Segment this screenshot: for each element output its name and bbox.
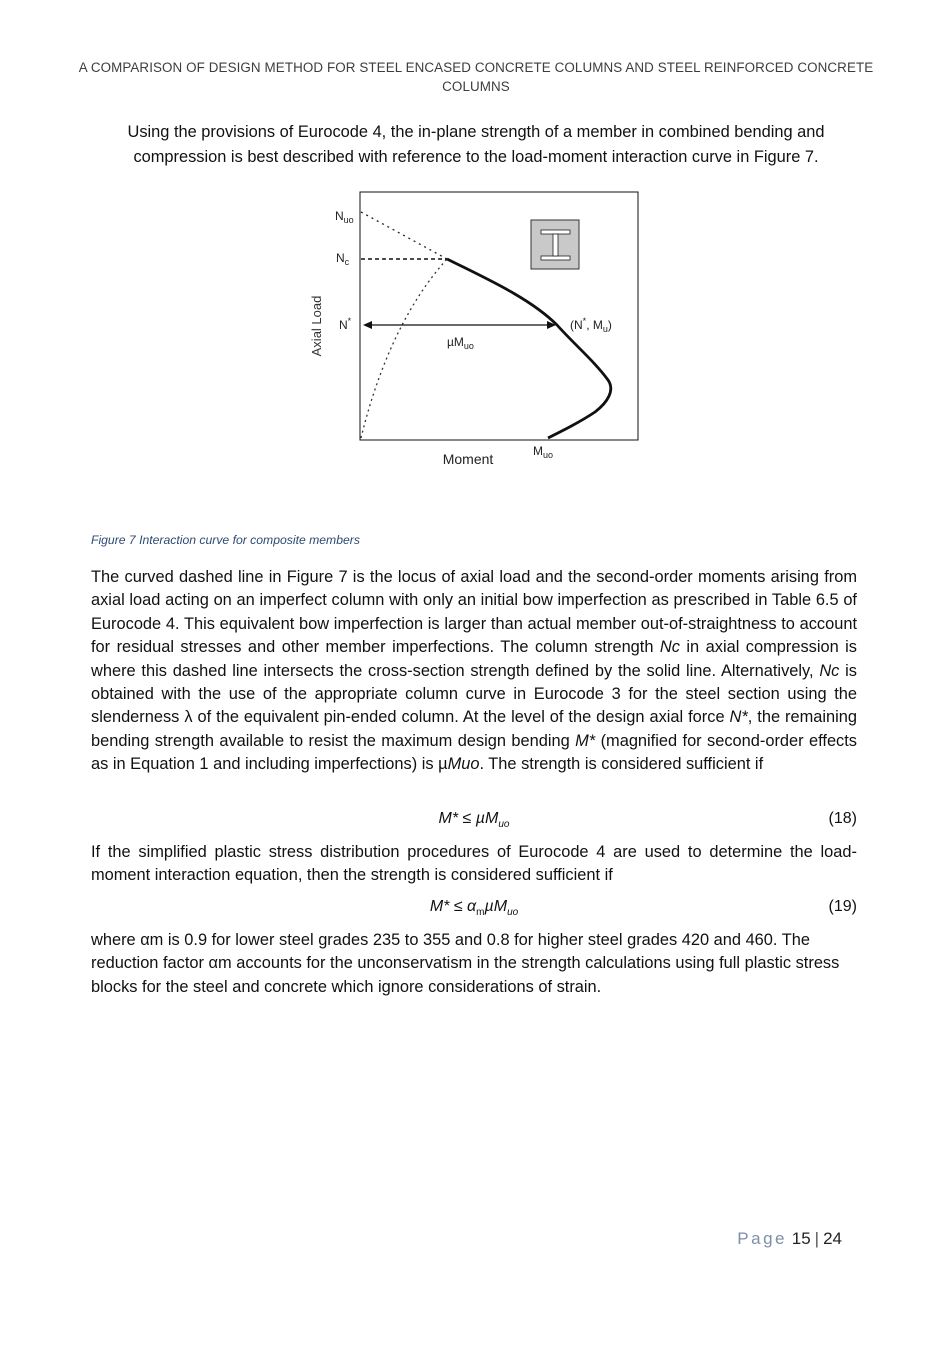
page-word: Page	[737, 1229, 787, 1248]
i-section-icon	[531, 220, 579, 269]
equation-19-expression: $M* \le \alpha_m\mu M_{uo}$	[429, 898, 519, 919]
header-line-2: COLUMNS	[442, 79, 510, 94]
nuo-dotted-line	[361, 212, 447, 259]
plot-frame	[360, 192, 638, 440]
intro-paragraph: Using the provisions of Eurocode 4, the in-plane strength of a member in combined bending and compression is best described with reference to the load-moment interaction curve in Figure 7.	[127, 123, 825, 166]
page-footer	[737, 1229, 842, 1249]
y-axis-label: Axial Load	[309, 295, 324, 357]
equation-19	[91, 898, 857, 922]
buckling-locus-dashed-curve	[361, 259, 447, 438]
figure-caption: Figure 7 Interaction curve for composite members	[91, 533, 360, 547]
page-current: 15	[791, 1229, 811, 1248]
nstar-label: N*	[339, 316, 352, 332]
body-paragraph-1: The curved dashed line in Figure 7 is the locus of axial load and the second-order moments arising from axial load acting on an imperfect column with only an initial bow imperfection as prescribed in Table 6.5 of Eurocode 4. This equivalent bow imperfection is larger than actual member out-of-straightness to account for residual stresses and other member imperfections. The column strength Nc in axial compression is where this dashed line intersects the cross-section strength defined by the solid line. Alternatively, Nc is obtained with the use of the appropriate column curve in Eurocode 3 for the steel section using the slenderness λ of the equivalent pin-ended column. At the level of the design axial force N*, the remaining bending strength available to resist the maximum design bending M* (magnified for second-order effects as in Equation 1 and including imperfections) is µMuo. The strength is considered sufficient if	[91, 568, 858, 774]
muo-label: $M_{uo}$	[533, 444, 554, 460]
equation-18-expression: M* ≤ µM$_{uo}$	[438, 810, 510, 831]
x-axis-label: Moment	[442, 451, 494, 467]
mu-muo-label: µM$_{uo}$	[447, 335, 474, 351]
running-header	[60, 58, 892, 96]
nstar-arrow-head-left	[363, 321, 372, 329]
equation-19-number: (19)	[828, 898, 857, 915]
body-paragraph-3: where αm is 0.9 for lower steel grades 235 to 355 and 0.8 for higher steel grades 420 and 460. The reduction factor αm accounts for the unconservatism in the strength calculations using full plastic stress blocks for the steel and concrete which ignore considerations of strain.	[91, 931, 840, 996]
interaction-diagram	[290, 180, 670, 480]
nc-label: $N_c$	[336, 251, 350, 267]
interaction-curve-figure	[290, 180, 670, 480]
equation-18-number: (18)	[828, 810, 857, 827]
page-total: 24	[823, 1229, 842, 1248]
nuo-label: $N_{uo}$	[335, 209, 354, 225]
page-separator: |	[814, 1229, 820, 1248]
equation-18	[91, 810, 857, 834]
point-label: (N*, $M_u$)	[570, 316, 612, 334]
header-line-1: A COMPARISON OF DESIGN METHOD FOR STEEL ENCASED CONCRETE COLUMNS AND STEEL REINFORCED CONCRETE	[78, 60, 874, 75]
body-paragraph-2: If the simplified plastic stress distribution procedures of Eurocode 4 are used to determine the load-moment interaction equation, then the strength is considered sufficient if	[91, 843, 857, 885]
